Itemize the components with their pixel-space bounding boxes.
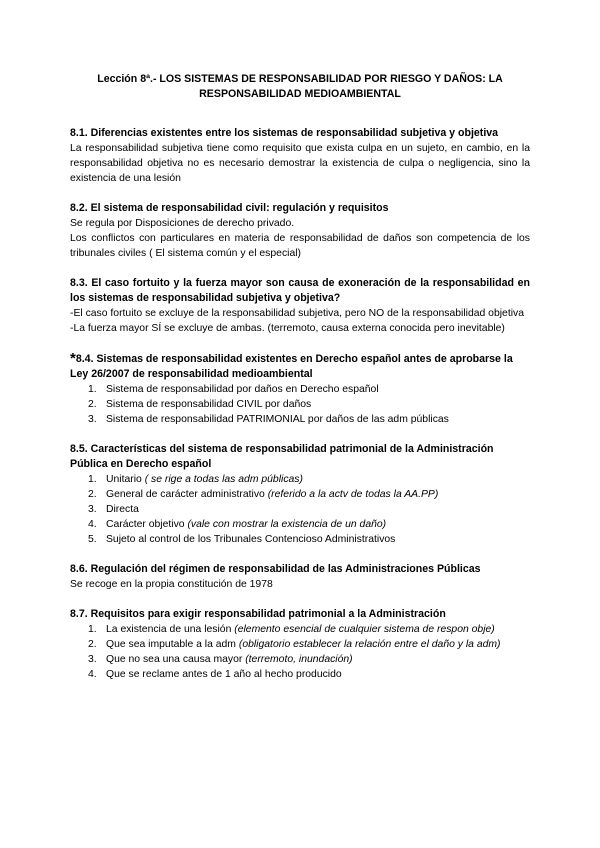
list-item: 3. Que no sea una causa mayor (terremoto, inundación)	[88, 654, 353, 665]
list-item: 4. Que se reclame antes de 1 año al hecho producido	[88, 669, 342, 680]
list-item: 1. La existencia de una lesión (elemento esencial de cualquier sistema de respon obje)	[88, 624, 495, 635]
list-item: 5. Sujeto al control de los Tribunales Contencioso Administrativos	[88, 534, 396, 545]
section-8-7	[70, 607, 530, 682]
list-item: 2. Sistema de responsabilidad CIVIL por daños	[88, 399, 312, 410]
section-paragraph: -La fuerza mayor SÍ se excluye de ambas. (terremoto, causa externa conocida pero inevitable)	[70, 323, 505, 334]
section-heading: 8.2. El sistema de responsabilidad civil: regulación y requisitos	[70, 202, 389, 214]
section-8-6	[70, 562, 530, 592]
section-8-5	[70, 442, 530, 547]
title-line-2: RESPONSABILIDAD MEDIOAMBIENTAL	[199, 88, 401, 100]
list-item: 3. Directa	[88, 504, 139, 515]
list-item: 2. General de carácter administrativo (referido a la actv de todas la AA.PP)	[88, 489, 439, 500]
numbered-list	[70, 382, 530, 427]
list-item: 3. Sistema de responsabilidad PATRIMONIAL por daños de las adm públicas	[88, 414, 449, 425]
section-paragraph: -El caso fortuito se excluye de la responsabilidad subjetiva, pero NO de la responsabilidad objetiva	[70, 308, 524, 319]
section-heading: 8.7. Requisitos para exigir responsabilidad patrimonial a la Administración	[70, 608, 446, 620]
section-heading-text: 8.4. Sistemas de responsabilidad existentes en Derecho español antes de aprobarse la Ley 26/2007 de responsabilidad medioambiental	[70, 353, 513, 380]
section-paragraph: Se regula por Disposiciones de derecho privado.	[70, 218, 295, 229]
section-heading: 8.6. Regulación del régimen de responsabilidad de las Administraciones Públicas	[70, 563, 481, 575]
asterisk-mark: *	[70, 350, 76, 367]
list-item: 1. Sistema de responsabilidad por daños en Derecho español	[88, 384, 379, 395]
section-heading	[70, 351, 530, 382]
section-heading: 8.1. Diferencias existentes entre los sistemas de responsabilidad subjetiva y objetiva	[70, 127, 499, 139]
section-paragraph: Los conflictos con particulares en materia de responsabilidad de daños son competencia de los tribunales civiles ( El sistema común y el especial)	[70, 233, 530, 259]
list-item: 1. Unitario ( se rige a todas las adm públicas)	[88, 474, 303, 485]
document-page	[70, 72, 530, 697]
section-8-2	[70, 201, 530, 261]
section-heading: 8.5. Características del sistema de responsabilidad patrimonial de la Administración Pública en Derecho español	[70, 443, 494, 470]
section-paragraph: Se recoge en la propia constitución de 1978	[70, 579, 273, 590]
list-item: 2. Que sea imputable a la adm (obligatorio establecer la relación entre el daño y la adm)	[88, 639, 501, 650]
section-paragraph: La responsabilidad subjetiva tiene como requisito que exista culpa en un sujeto, en cambio, en la responsabilidad objetiva no es necesario demostrar la existencia de culpa o negligencia, sino la existencia de una lesión	[70, 143, 530, 184]
page-title	[70, 72, 530, 102]
list-item: 4. Carácter objetivo (vale con mostrar la existencia de un daño)	[88, 519, 387, 530]
section-heading: 8.3. El caso fortuito y la fuerza mayor son causa de exoneración de la responsabilidad en los sistemas de responsabilidad subjetiva y objetiva?	[70, 277, 530, 304]
section-8-1	[70, 126, 530, 186]
section-8-3	[70, 276, 530, 336]
title-line-1: Lección 8ª.- LOS SISTEMAS DE RESPONSABILIDAD POR RIESGO Y DAÑOS: LA	[97, 73, 503, 85]
section-8-4	[70, 351, 530, 427]
numbered-list	[70, 622, 530, 682]
numbered-list	[70, 472, 530, 547]
